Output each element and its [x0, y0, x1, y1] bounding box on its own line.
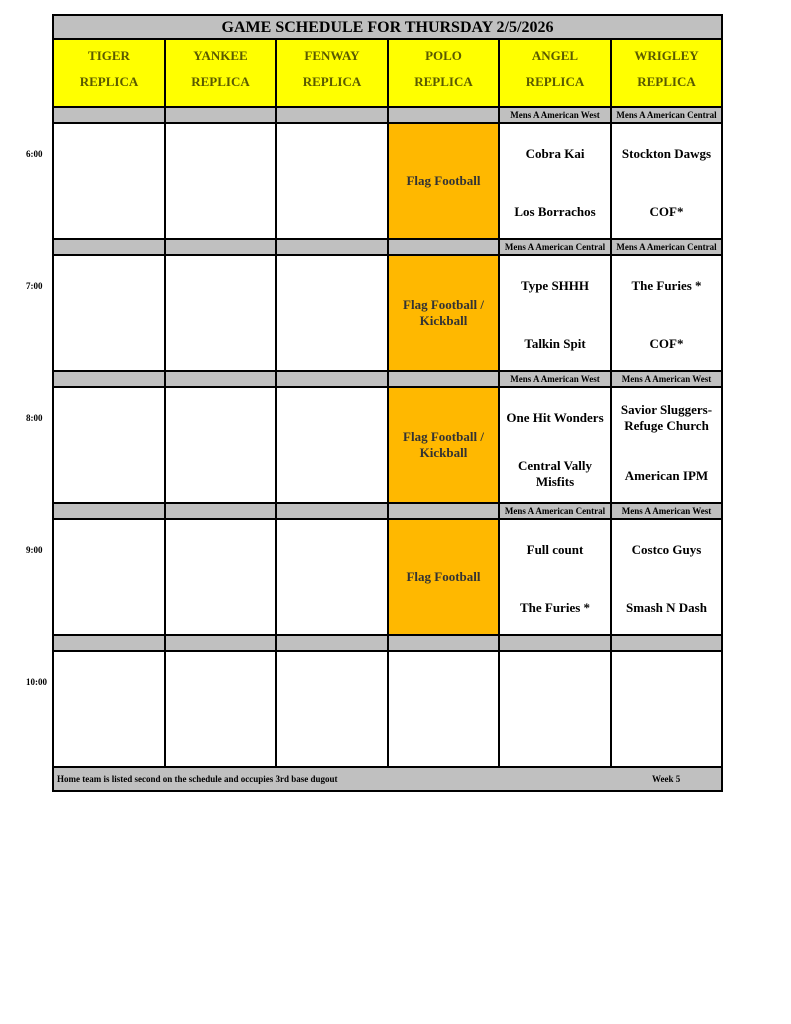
division-row — [54, 240, 721, 256]
cell-fenway — [277, 652, 389, 766]
division-cell — [389, 504, 500, 518]
cell-polo — [389, 520, 500, 634]
field-header-tiger — [54, 40, 166, 106]
polo-event: Flag Football — [406, 569, 481, 584]
division-row — [54, 108, 721, 124]
away-team: The Furies * — [631, 278, 702, 293]
cell-wrigley — [612, 652, 721, 766]
field-sub: REPLICA — [414, 74, 473, 89]
schedule-sheet — [52, 14, 723, 792]
home-team: The Furies * — [519, 600, 591, 615]
cell-yankee — [166, 256, 277, 370]
cell-wrigley — [612, 520, 721, 634]
division-row — [54, 636, 721, 652]
division-wrigley: Mens A American Central — [612, 240, 721, 254]
division-cell — [166, 372, 277, 386]
cell-yankee — [166, 652, 277, 766]
division-cell — [389, 372, 500, 386]
cell-polo — [389, 256, 500, 370]
division-cell — [277, 240, 389, 254]
cell-angel — [500, 520, 612, 634]
division-cell — [277, 108, 389, 122]
cell-polo — [389, 388, 500, 502]
away-team: Savior Sluggers- Refuge Church — [620, 402, 713, 433]
cell-angel — [500, 388, 612, 502]
cell-fenway — [277, 520, 389, 634]
home-team: COF* — [649, 204, 684, 219]
division-cell — [277, 504, 389, 518]
division-cell — [54, 240, 166, 254]
division-angel: Mens A American Central — [500, 504, 612, 518]
division-wrigley: Mens A American West — [612, 372, 721, 386]
slot-row-7 — [54, 256, 721, 372]
division-wrigley: Mens A American West — [612, 504, 721, 518]
cell-yankee — [166, 520, 277, 634]
away-team: Type SHHH — [520, 278, 590, 293]
cell-angel — [500, 652, 612, 766]
week-label: Week 5 — [652, 774, 681, 784]
field-header-yankee — [166, 40, 277, 106]
polo-event: Flag Football / Kickball — [403, 297, 484, 328]
field-sub: REPLICA — [191, 74, 250, 89]
cell-angel — [500, 124, 612, 238]
slot-row-6 — [54, 124, 721, 240]
cell-polo — [389, 652, 500, 766]
division-cell — [277, 372, 389, 386]
division-row — [54, 372, 721, 388]
field-header-polo — [389, 40, 500, 106]
page-title: GAME SCHEDULE FOR THURSDAY 2/5/2026 — [54, 16, 721, 40]
division-angel: Mens A American West — [500, 108, 612, 122]
cell-wrigley — [612, 388, 721, 502]
division-wrigley: Mens A American Central — [612, 108, 721, 122]
home-team: Los Borrachos — [514, 204, 596, 219]
slot-row-8 — [54, 388, 721, 504]
away-team: Cobra Kai — [525, 146, 585, 161]
cell-yankee — [166, 124, 277, 238]
field-name: WRIGLEY — [634, 48, 699, 63]
time-label-9: 9:00 — [26, 545, 43, 555]
field-header-angel — [500, 40, 612, 106]
cell-wrigley — [612, 124, 721, 238]
home-team-note: Home team is listed second on the schedule and occupies 3rd base dugout — [57, 774, 338, 784]
away-team: Stockton Dawgs — [621, 146, 712, 161]
field-name: YANKEE — [193, 48, 248, 63]
home-team: COF* — [649, 336, 684, 351]
division-angel: Mens A American West — [500, 372, 612, 386]
cell-tiger — [54, 520, 166, 634]
time-label-8: 8:00 — [26, 413, 43, 423]
cell-angel — [500, 256, 612, 370]
field-name: ANGEL — [531, 48, 579, 63]
field-sub: REPLICA — [302, 74, 362, 89]
division-cell — [54, 504, 166, 518]
division-cell — [500, 636, 612, 650]
division-cell — [54, 372, 166, 386]
field-sub: REPLICA — [79, 74, 139, 89]
cell-wrigley — [612, 256, 721, 370]
cell-fenway — [277, 256, 389, 370]
division-angel: Mens A American Central — [500, 240, 612, 254]
away-team: Costco Guys — [631, 542, 702, 557]
cell-tiger — [54, 652, 166, 766]
division-cell — [54, 108, 166, 122]
field-name: POLO — [425, 48, 462, 63]
polo-event: Flag Football / Kickball — [403, 429, 484, 460]
division-cell — [166, 504, 277, 518]
field-header-fenway — [277, 40, 389, 106]
time-label-7: 7:00 — [26, 281, 43, 291]
division-row — [54, 504, 721, 520]
away-team: One Hit Wonders — [506, 410, 604, 425]
schedule-footer — [54, 768, 721, 790]
home-team: Smash N Dash — [626, 600, 707, 615]
home-team: Talkin Spit — [524, 336, 586, 351]
polo-event: Flag Football — [406, 173, 481, 188]
division-cell — [54, 636, 166, 650]
field-name: TIGER — [88, 48, 130, 63]
time-label-6: 6:00 — [26, 149, 43, 159]
field-name: FENWAY — [304, 48, 360, 63]
division-cell — [389, 240, 500, 254]
field-sub: REPLICA — [525, 74, 585, 89]
cell-polo — [389, 124, 500, 238]
division-cell — [166, 108, 277, 122]
division-cell — [389, 108, 500, 122]
field-sub: REPLICA — [637, 74, 696, 89]
slot-row-10 — [54, 652, 721, 768]
cell-fenway — [277, 124, 389, 238]
cell-tiger — [54, 388, 166, 502]
cell-tiger — [54, 124, 166, 238]
field-header-wrigley — [612, 40, 721, 106]
division-cell — [389, 636, 500, 650]
division-cell — [166, 636, 277, 650]
time-label-10: 10:00 — [26, 677, 47, 687]
field-header-row — [54, 40, 721, 108]
cell-fenway — [277, 388, 389, 502]
cell-yankee — [166, 388, 277, 502]
cell-tiger — [54, 256, 166, 370]
division-cell — [277, 636, 389, 650]
division-cell — [166, 240, 277, 254]
slot-row-9 — [54, 520, 721, 636]
home-team: Central Vally Misfits — [517, 458, 593, 489]
division-cell — [612, 636, 721, 650]
away-team: Full count — [526, 542, 584, 557]
home-team: American IPM — [624, 468, 709, 483]
